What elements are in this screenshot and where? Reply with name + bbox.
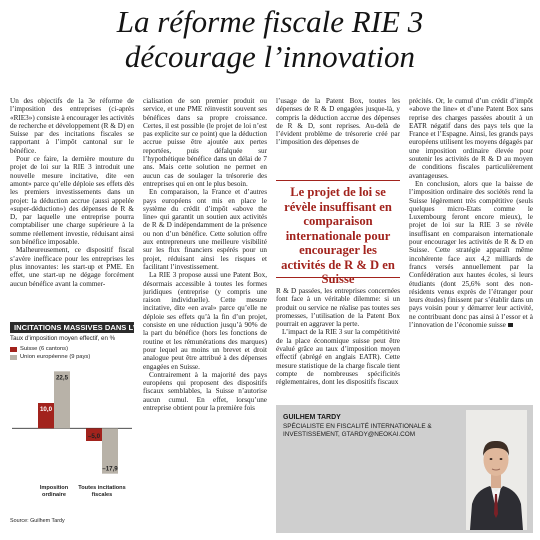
article-column-3-continued xyxy=(276,287,400,397)
chart xyxy=(10,322,146,532)
paragraph: La RIE 3 propose aussi une Patent Box, désormais accessible à toutes les formes juridiques (entreprise (y compris une raison individuelle). Cette mesure incitative, dite «en aval» parce qu’elle ne déploie ses effets qu’à la fin d’un projet, consiste en une réduction jusqu’à 90% de la part du bénéfice (hors les fonctions de routine et les rémunérations des marques) pour lequel au moins un brevet et droit analogue peut être attribué à des dépenses engagées en Suisse. xyxy=(143,271,267,371)
bar-value-label: –5,0 xyxy=(87,433,101,440)
category-label: Imposition xyxy=(39,485,69,491)
end-mark-icon xyxy=(508,323,513,327)
legend-swatch xyxy=(10,347,17,352)
chart-title: INCITATIONS MASSIVES DANS L’UE xyxy=(10,322,134,333)
author-photo xyxy=(466,410,527,530)
legend-item-ue xyxy=(10,353,134,361)
article-column-4 xyxy=(409,97,533,427)
paragraph: Pour ce faire, la dernière mouture du projet de loi sur la RIE 3 introduit une nouvelle mesure incitative, dite «en amont» parce qu’elle déploie ses effets dès les premiers investissements dans un projet: la déduction accrue (aussi appelée «super-déduction») des dépenses de R & D, par laquelle une entreprise pourra comptabiliser une charge supérieure à la somme réellement investie, réduisant ainsi son bénéfice imposable. xyxy=(10,155,134,247)
legend-swatch xyxy=(10,355,17,360)
category-label: fiscales xyxy=(91,492,113,498)
headline-line-1: La réforme fiscale RIE 3 xyxy=(116,4,424,39)
headline-line-2: décourage l’innovation xyxy=(124,39,416,74)
paragraph xyxy=(409,180,533,329)
pullquote-rule-top xyxy=(276,180,400,181)
category-label: ordinaire xyxy=(42,492,66,498)
chart-plot xyxy=(10,361,134,511)
bar-value-label: 10,0 xyxy=(39,406,53,413)
paragraph: R & D passées, les entreprises concernées font face à un véritable dilemme: si un produit ou service ne réalise pas toutes ses promesses, l’utilisation de la Patent Box pourrait en aggraver la perte. xyxy=(276,287,400,329)
paragraph: précités. Or, le cumul d’un crédit d’impôt «above the line» et d’une Patent Box sans reprise des charges passées aboutit à un EATR négatif dans des pays tels que la France et l’Espagne. Ainsi, les grands pays européens utilisent les moyens dégagés par une imposition ordinaire élevée pour soutenir les activités de R & D au moyen de conditions fiscales particulièrement avantageuses. xyxy=(409,97,533,180)
article-column-3 xyxy=(276,97,400,177)
author-name: GUILHEM TARDY xyxy=(283,414,341,421)
chart-subtitle: Taux d’imposition moyen effectif, en % xyxy=(10,335,116,342)
bar-value-label: 22,5 xyxy=(55,374,69,382)
paragraph: Contrairement à la majorité des pays européens qui proposent des dispositifs fiscaux semblables, la Suisse n’autorise aucun cumul. En effet, lorsqu’une entreprise obtient pour la première fois xyxy=(143,370,267,412)
article-column-2 xyxy=(143,97,267,522)
legend-item-suisse xyxy=(10,345,134,353)
legend-label: Union européenne (9 pays) xyxy=(20,354,91,360)
legend-label: Suisse (6 cantons) xyxy=(20,346,69,352)
paragraph: L’impact de la RIE 3 sur la compétitivité de la place économique suisse peut être évalué grâce au taux d’imposition moyen effectif (abrégé en anglais EATR). Cette mesure statistique de la charge fiscale tient compte de nombreuses spécificités réglementaires, dont les dispositifs fiscaux xyxy=(276,328,400,387)
chart-legend xyxy=(10,345,134,361)
paragraph: l’usage de la Patent Box, toutes les dépenses de R & D engagées jusque-là, y compris la déduction accrue des dépenses de R & D, sont reprises. Au-delà de l’évident problème de trésorerie créé par l’imposition des dépenses de xyxy=(276,97,400,147)
paragraph-text: En conclusion, alors que la baisse de l’imposition ordinaire des sociétés rend la Suisse légèrement très compétitive (seuls quelques micro-Etats comme le Luxembourg feront encore mieux), le projet de loi sur la RIE 3 se révèle insuffisant en comparaison internationale pour encourager les activités de R & D en Suisse. Cette stratégie apparaît même incohérente face aux 4,2 milliards de francs versés annuellement par la Confédération aux hautes écoles, si leurs étudiants (dont 25,6% sont des non-résidents venus exprès de l’étranger pour leurs études) finissent par s’établir dans un pays voisin pour y démarrer leur activité, ne contribuant donc pas ainsi à l’essor et à l’innovation de l’économie suisse xyxy=(409,179,533,330)
chart-source: Source: Guilhem Tardy xyxy=(10,518,65,524)
author-info xyxy=(283,414,463,440)
article-column-1 xyxy=(10,97,134,331)
author-box xyxy=(276,405,533,533)
paragraph: Un des objectifs de la 3e réforme de l’imposition des entreprises (ci-après «RIE3») consiste à encourager les activités de recherche et développement (R & D) en Suisse par des incitations fiscales se rapportant à l’impôt cantonal sur le bénéfice. xyxy=(10,97,134,155)
author-role: SPÉCIALISTE EN FISCALITÉ INTERNATIONALE & INVESTISSEMENT, GTARDY@NEOKAI.COM xyxy=(283,423,432,439)
pullquote: Le projet de loi se révèle insuffisant en comparaison internationale pour encourager les activités de R & D en Suisse xyxy=(281,185,395,286)
category-label: Toutes incitations xyxy=(78,485,126,491)
headline xyxy=(10,4,530,74)
bar-value-label: –17,9 xyxy=(102,465,118,473)
portrait-icon xyxy=(466,410,527,530)
paragraph: cialisation de son premier produit ou service, et une PME réinvestit souvent ses bénéfices dans sa propre croissance. Certes, il est possible (le projet de loi n’est pas explicite sur ce point) que la déduction accrue puisse être ajoutée aux pertes reportées, puis défalquée sur l’hypothétique bénéfice dans un délai de 7 ans. Mais cette solution ne permet en aucun cas de soulager la trésorerie des entreprises qui en ont le plus besoin. xyxy=(143,97,267,188)
pullquote-rule-bottom xyxy=(276,277,400,278)
paragraph: Malheureusement, ce dispositif fiscal s’avère inefficace pour les entreprises les plus innovantes: les start-up et PME. En effet, une start-up ne dégage forcément aucun bénéfice avant la commer- xyxy=(10,246,134,288)
paragraph: En comparaison, la France et d’autres pays européens ont mis en place le système du crédit d’impôt «above the line» qui garantit un soutien aux activités de R & D indépendamment de la présence ou non d’un bénéfice. Cette solution offre aux entrepreneurs une meilleure visibilité sur les flux financiers espérés pour un projet, réduisant ainsi les risques et facilitant l’investissement. xyxy=(143,188,267,271)
